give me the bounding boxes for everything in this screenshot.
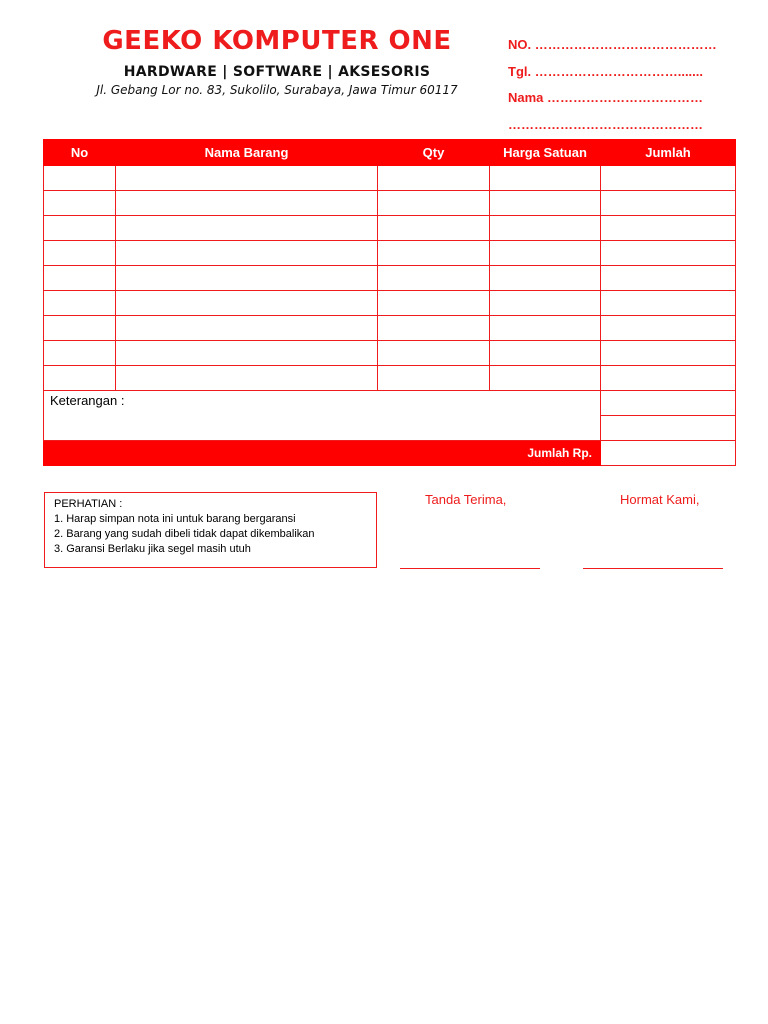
item-qty-cell[interactable]	[378, 266, 490, 291]
item-amount-cell[interactable]	[601, 241, 736, 266]
item-name-cell[interactable]	[116, 291, 378, 316]
notice-line: 3. Garansi Berlaku jika segel masih utuh	[54, 543, 251, 555]
keterangan-cell[interactable]	[44, 391, 601, 441]
shop-name: GEEKO KOMPUTER ONE	[102, 26, 452, 56]
item-amount-cell[interactable]	[601, 216, 736, 241]
received-signature-line	[400, 568, 540, 569]
item-no-cell[interactable]	[44, 366, 116, 391]
item-name-cell[interactable]	[116, 216, 378, 241]
item-name-cell[interactable]	[116, 266, 378, 291]
item-qty-cell[interactable]	[378, 241, 490, 266]
table-header-row	[44, 140, 736, 166]
total-label: Jumlah Rp.	[44, 441, 601, 466]
item-price-cell[interactable]	[490, 191, 601, 216]
received-signature-label: Tanda Terima,	[425, 492, 507, 507]
item-qty-cell[interactable]	[378, 316, 490, 341]
item-price-cell[interactable]	[490, 366, 601, 391]
item-qty-cell[interactable]	[378, 166, 490, 191]
column-header-no: No	[44, 140, 116, 166]
item-price-cell[interactable]	[490, 241, 601, 266]
item-amount-cell[interactable]	[601, 366, 736, 391]
item-no-cell[interactable]	[44, 241, 116, 266]
item-no-cell[interactable]	[44, 341, 116, 366]
date-field[interactable]: Tgl. …………………………….......	[508, 64, 703, 79]
table-row	[44, 366, 736, 391]
item-qty-cell[interactable]	[378, 366, 490, 391]
column-header-unit-price: Harga Satuan	[490, 140, 601, 166]
subtotal-cell[interactable]	[601, 391, 736, 416]
item-amount-cell[interactable]	[601, 341, 736, 366]
item-no-cell[interactable]	[44, 266, 116, 291]
keterangan-label: Keterangan :	[50, 393, 125, 408]
item-name-cell[interactable]	[116, 341, 378, 366]
shop-tagline: HARDWARE | SOFTWARE | AKSESORIS	[123, 64, 431, 80]
item-no-cell[interactable]	[44, 191, 116, 216]
item-amount-cell[interactable]	[601, 291, 736, 316]
table-row	[44, 241, 736, 266]
item-qty-cell[interactable]	[378, 291, 490, 316]
item-no-cell[interactable]	[44, 166, 116, 191]
item-name-cell[interactable]	[116, 191, 378, 216]
notice-box	[44, 492, 377, 568]
items-table	[43, 139, 736, 466]
column-header-item-name: Nama Barang	[116, 140, 378, 166]
item-amount-cell[interactable]	[601, 266, 736, 291]
item-name-cell[interactable]	[116, 316, 378, 341]
item-qty-cell[interactable]	[378, 216, 490, 241]
item-qty-cell[interactable]	[378, 191, 490, 216]
table-row	[44, 291, 736, 316]
column-header-qty: Qty	[378, 140, 490, 166]
item-price-cell[interactable]	[490, 291, 601, 316]
item-qty-cell[interactable]	[378, 341, 490, 366]
summary-cell[interactable]	[601, 416, 736, 441]
item-amount-cell[interactable]	[601, 191, 736, 216]
item-price-cell[interactable]	[490, 216, 601, 241]
item-name-cell[interactable]	[116, 241, 378, 266]
item-price-cell[interactable]	[490, 341, 601, 366]
table-row	[44, 191, 736, 216]
item-no-cell[interactable]	[44, 316, 116, 341]
regards-signature-label: Hormat Kami,	[620, 492, 700, 507]
table-row	[44, 341, 736, 366]
total-amount-cell[interactable]	[601, 441, 736, 466]
table-row	[44, 266, 736, 291]
total-row	[44, 441, 736, 466]
item-price-cell[interactable]	[490, 316, 601, 341]
invoice-number-field[interactable]: NO. ……………………………………	[508, 37, 717, 52]
table-row	[44, 216, 736, 241]
item-amount-cell[interactable]	[601, 316, 736, 341]
item-name-cell[interactable]	[116, 366, 378, 391]
regards-signature-line	[583, 568, 723, 569]
item-no-cell[interactable]	[44, 291, 116, 316]
customer-name-field[interactable]: Nama ………………………………	[508, 90, 704, 105]
item-price-cell[interactable]	[490, 266, 601, 291]
customer-extra-field[interactable]: ………………………………………	[508, 117, 703, 132]
notice-line: 1. Harap simpan nota ini untuk barang bergaransi	[54, 513, 296, 525]
column-header-amount: Jumlah	[601, 140, 736, 166]
item-name-cell[interactable]	[116, 166, 378, 191]
keterangan-row	[44, 391, 736, 416]
item-no-cell[interactable]	[44, 216, 116, 241]
shop-address: Jl. Gebang Lor no. 83, Sukolilo, Surabaya, Jawa Timur 60117	[96, 83, 458, 97]
notice-title: PERHATIAN :	[54, 498, 123, 510]
notice-line: 2. Barang yang sudah dibeli tidak dapat dikembalikan	[54, 528, 315, 540]
table-row	[44, 316, 736, 341]
item-amount-cell[interactable]	[601, 166, 736, 191]
item-price-cell[interactable]	[490, 166, 601, 191]
table-row	[44, 166, 736, 191]
